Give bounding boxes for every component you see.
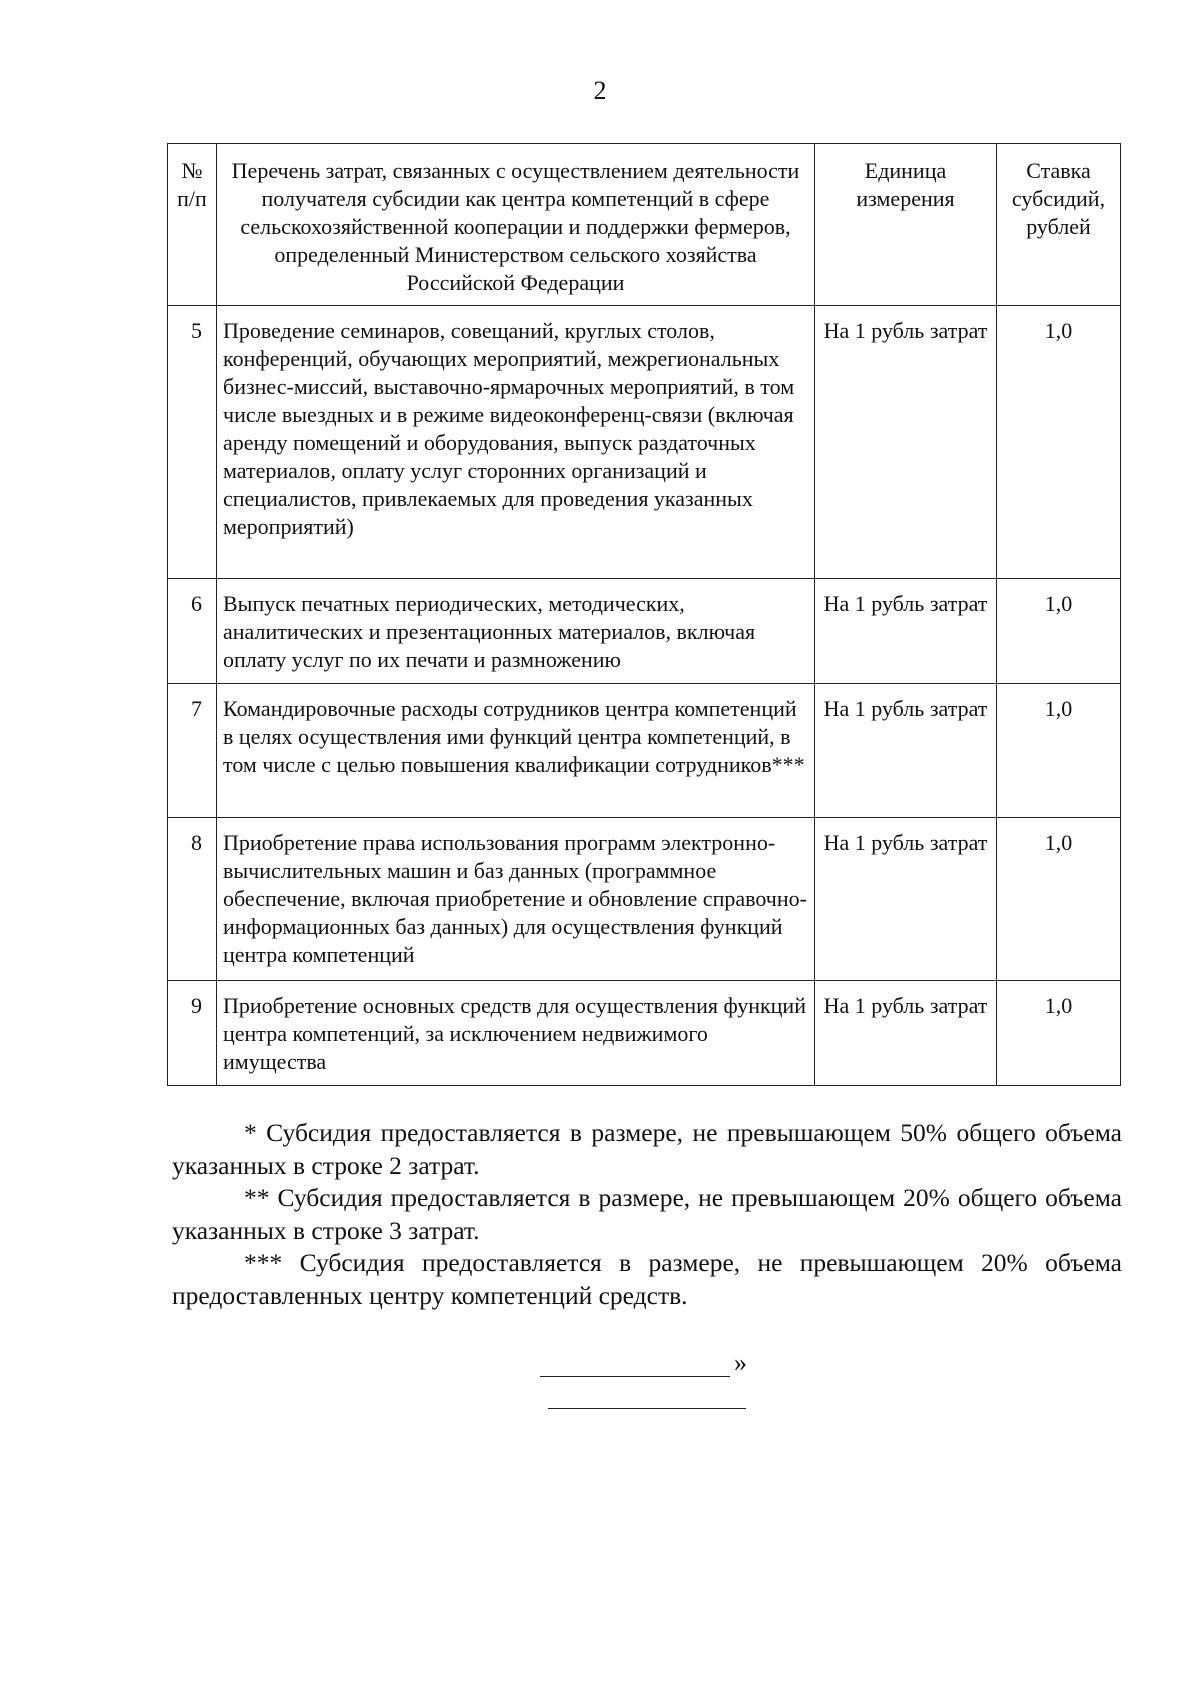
table-row — [168, 818, 1121, 981]
header-number: № п/п — [168, 144, 217, 306]
header-unit: Единица измерения — [815, 144, 997, 306]
table-row — [168, 306, 1121, 579]
row-description: Проведение семинаров, совещаний, круглых столов, конференций, обучающих мероприятий, межрегиональных бизнес-миссий, выставочно-ярмарочных мероприятий, в том числе выездных и в режиме видеоконференц-связи (включая аренду помещений и оборудования, выпуск раздаточных материалов, оплату услуг сторонних организаций и специалистов, привлекаемых для проведения указанных мероприятий) — [217, 306, 815, 579]
row-number: 5 — [168, 306, 217, 579]
row-unit: На 1 рубль затрат — [815, 306, 997, 579]
row-description: Приобретение основных средств для осуществления функций центра компетенций, за исключением недвижимого имущества — [217, 981, 815, 1086]
closing-line — [540, 1376, 730, 1377]
row-rate: 1,0 — [997, 818, 1121, 981]
end-of-document-line — [548, 1408, 746, 1409]
footnote-2: ** Субсидия предоставляется в размере, не превышающем 20% общего объема указанных в строке 3 затрат. — [172, 1183, 1122, 1245]
header-cost-list: Перечень затрат, связанных с осуществлением деятельности получателя субсидии как центра компетенций в сфере сельскохозяйственной кооперации и поддержки фермеров, определенный Министерством сельского хозяйства Российской Федерации — [217, 144, 815, 306]
row-number: 8 — [168, 818, 217, 981]
row-unit: На 1 рубль затрат — [815, 684, 997, 818]
page-number: 2 — [593, 76, 607, 105]
row-number: 7 — [168, 684, 217, 818]
subsidy-cost-table — [167, 143, 1121, 1086]
row-unit: На 1 рубль затрат — [815, 818, 997, 981]
table-row — [168, 579, 1121, 684]
table-row — [168, 981, 1121, 1086]
row-description: Выпуск печатных периодических, методических, аналитических и презентационных материалов, включая оплату услуг по их печати и размножению — [217, 579, 815, 684]
footnote-1: * Субсидия предоставляется в размере, не превышающем 50% общего объема указанных в строке 2 затрат. — [172, 1118, 1122, 1180]
footnote-3: *** Субсидия предоставляется в размере, не превышающем 20% объема предоставленных центру компетенций средств. — [172, 1248, 1122, 1310]
row-rate: 1,0 — [997, 684, 1121, 818]
row-rate: 1,0 — [997, 306, 1121, 579]
header-rate: Ставка субсидий, рублей — [997, 144, 1121, 306]
row-description: Командировочные расходы сотрудников центра компетенций в целях осуществления ими функций центра компетенций, в том числе с целью повышения квалификации сотрудников*** — [217, 684, 815, 818]
row-number: 6 — [168, 579, 217, 684]
row-unit: На 1 рубль затрат — [815, 981, 997, 1086]
footnotes — [172, 1117, 1122, 1312]
row-rate: 1,0 — [997, 579, 1121, 684]
table-header-row — [168, 144, 1121, 306]
table-row — [168, 684, 1121, 818]
row-description: Приобретение права использования программ электронно-вычислительных машин и баз данных (программное обеспечение, включая приобретение и обновление справочно-информационных баз данных) для осуществления функций центра компетенций — [217, 818, 815, 981]
closing-quote: » — [734, 1348, 747, 1377]
row-rate: 1,0 — [997, 981, 1121, 1086]
row-unit: На 1 рубль затрат — [815, 579, 997, 684]
row-number: 9 — [168, 981, 217, 1086]
